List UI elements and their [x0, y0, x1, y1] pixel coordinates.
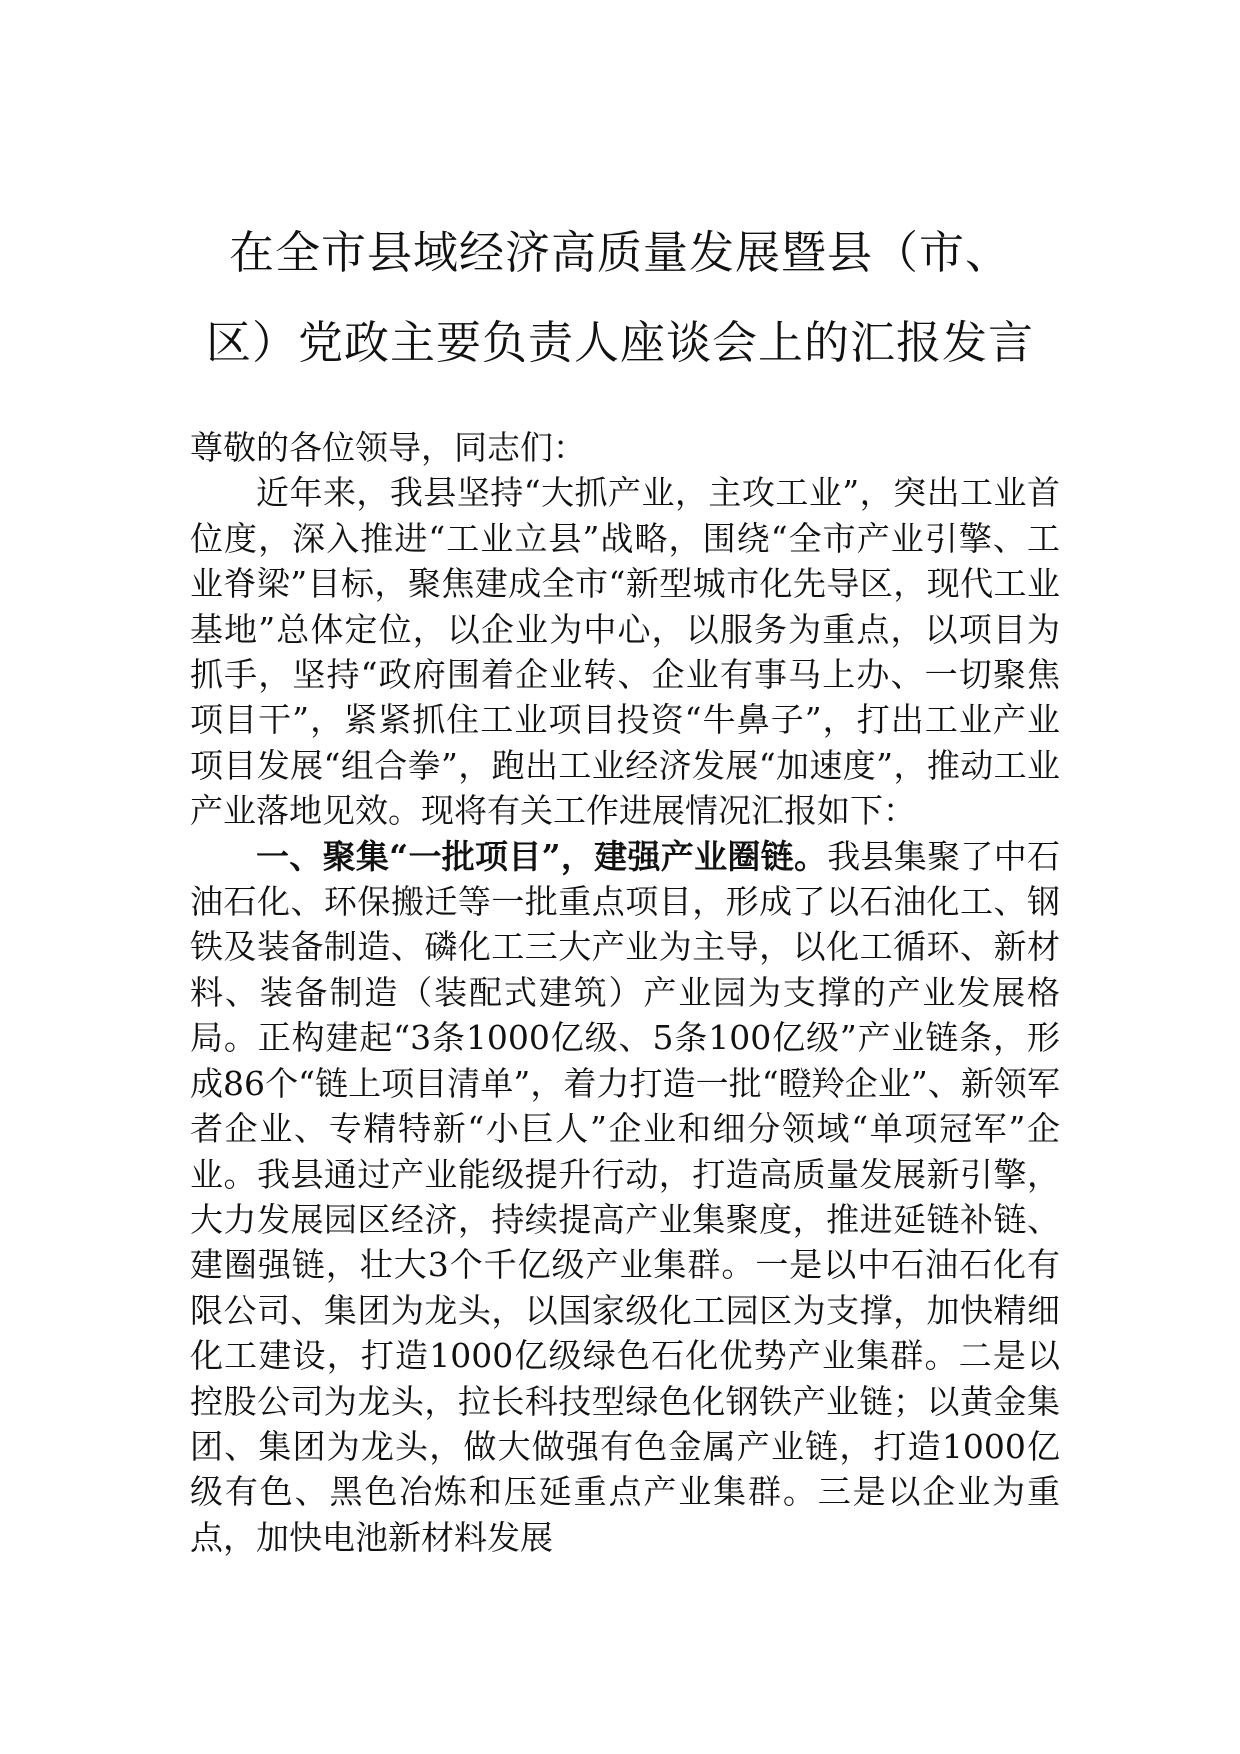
title-line-1: 在全市县域经济高质量发展暨县（市、 — [228, 226, 1011, 279]
title-line-2: 区）党政主要负责人座谈会上的汇报发言 — [205, 316, 1034, 369]
salutation: 尊敬的各位领导，同志们： — [190, 428, 586, 467]
section-1-body: 我县集聚了中石油石化、环保搬迁等一批重点项目，形成了以石油化工、钢铁及装备制造、磷化工三大产业为主导，以化工循环、新材料、装备制造（装配式建筑）产业园为支撑的产业发展格局。正构建起“3条1000亿级、5条100亿级”产业链条，形成86个“链上项目清单”，着力打造一批“瞪羚企业”、新领军者企业、专精特新“小巨人”企业和细分领域“单项冠军”企业。我县通过产业能级提升行动，打造高质量发展新引擎，大力发展园区经济，持续提高产业集聚度，推进延链补链、建圈强链，壮大3个千亿级产业集群。一是以中石油石化有限公司、集团为龙头，以国家级化工园区为支撑，加快精细化工建设，打造1000亿级绿色石化优势产业集群。二是以控股公司为龙头，拉长科技型绿色化钢铁产业链；以黄金集团、集团为龙头，做大做强有色金属产业链，打造1000亿级有色、黑色冶炼和压延重点产业集群。三是以企业为重点，加快电池新材料发展 — [190, 836, 1061, 1557]
document-title — [150, 208, 1090, 388]
intro-paragraph: 近年来，我县坚持“大抓产业，主攻工业”，突出工业首位度，深入推进“工业立县”战略，围绕“全市产业引擎、工业脊梁”目标，聚焦建成全市“新型城市化先导区，现代工业基地”总体定位，以企业为中心，以服务为重点，以项目为抓手，坚持“政府围着企业转、企业有事马上办、一切聚焦项目干”，紧紧抓住工业项目投资“牛鼻子”，打出工业产业项目发展“组合拳”，跑出工业经济发展“加速度”，推动工业产业落地见效。现将有关工作进展情况汇报如下： — [190, 473, 1060, 831]
section-1-heading: 一、聚集“一批项目”，建强产业圈链。 — [256, 836, 828, 876]
document-body — [190, 425, 1060, 1560]
section-1-paragraph — [190, 834, 1060, 1561]
